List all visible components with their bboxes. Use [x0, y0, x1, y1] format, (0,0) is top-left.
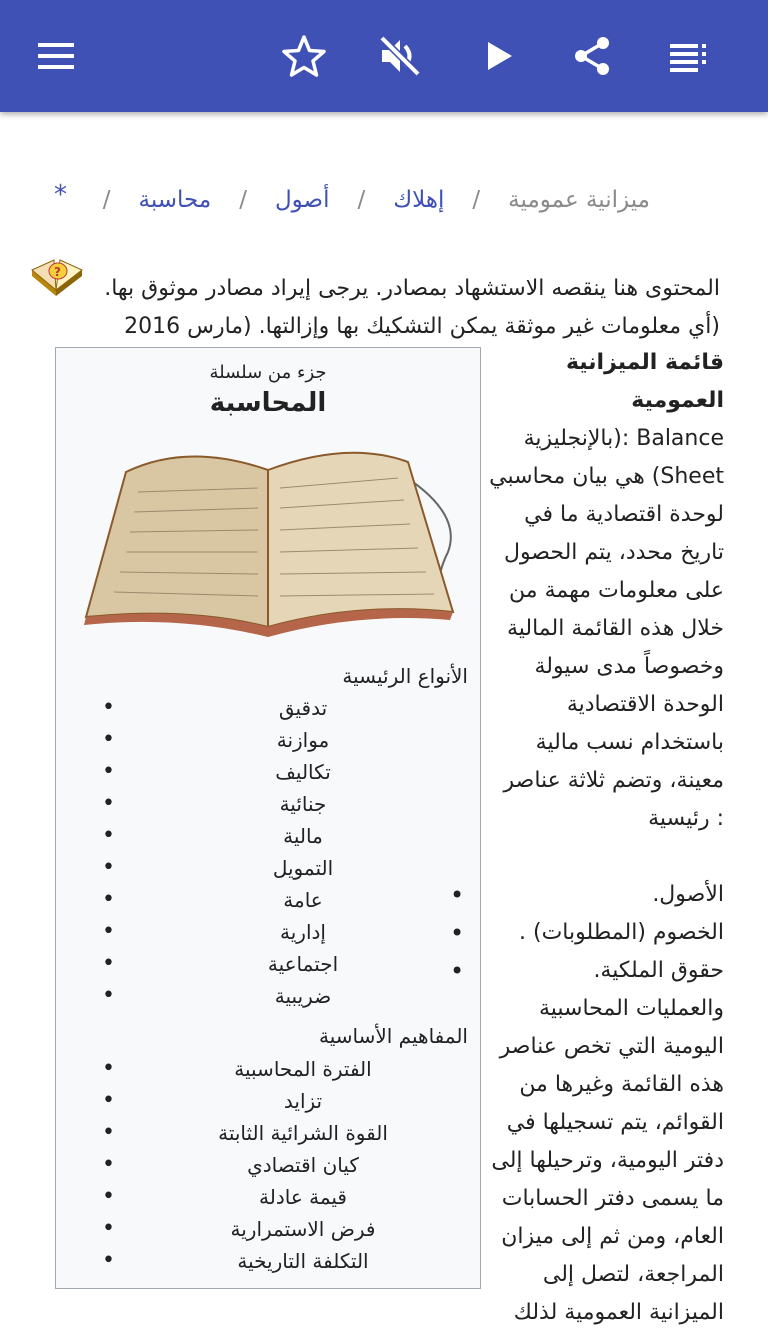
list-item[interactable]: • كيان اقتصادي [56, 1149, 480, 1181]
list-item[interactable]: • تكاليف [56, 756, 480, 788]
list-item[interactable]: • إدارية [56, 916, 480, 948]
list-item[interactable]: • مالية [56, 820, 480, 852]
volume-off-icon[interactable] [376, 32, 424, 80]
list-item[interactable]: • تدقيق [56, 692, 480, 724]
article-line: على معلومات مهمة من [509, 578, 724, 603]
list-item[interactable]: • التمويل [56, 852, 480, 884]
list-item: الأصول. • [484, 876, 724, 914]
article-line: والعمليات المحاسبية [538, 996, 724, 1021]
list-item[interactable]: • الفترة المحاسبية [56, 1053, 480, 1085]
list-item: الخصوم (المطلوبات) . • [484, 914, 724, 952]
article-line: العام، ومن ثم إلى ميزان [501, 1224, 724, 1249]
article-line: وخصوصاً مدى سيولة [534, 654, 724, 679]
article-line: Balance :(بالإنجليزية [523, 426, 724, 451]
star-icon[interactable] [280, 32, 328, 80]
article-line: باستخدام نسب مالية [535, 730, 724, 755]
menu-icon[interactable] [32, 32, 80, 80]
article-line: الميزانية العمومية لذلك [513, 1300, 724, 1325]
article-line: معينة، وتضم ثلاثة عناصر [503, 768, 724, 793]
breadcrumb-separator: / [472, 187, 481, 213]
svg-text:?: ? [54, 265, 61, 279]
breadcrumb-separator: / [102, 187, 111, 213]
breadcrumb-item-accounting[interactable]: محاسبة [138, 187, 212, 213]
article-line: المراجعة، لتصل إلى [542, 1262, 724, 1287]
list-item[interactable]: • القوة الشرائية الثابتة [56, 1117, 480, 1149]
list-item[interactable]: • موازنة [56, 724, 480, 756]
list-item[interactable]: • عامة [56, 884, 480, 916]
article-line: قائمة الميزانية العمومية [565, 350, 724, 413]
breadcrumb [75, 180, 650, 220]
list-item[interactable]: • فرض الاستمرارية [56, 1213, 480, 1245]
infobox [55, 347, 481, 1289]
infobox-section-concepts: المفاهيم الأساسية [318, 1024, 468, 1048]
breadcrumb-star[interactable]: * [54, 180, 67, 210]
article-line: : رئيسية [648, 806, 724, 831]
notice-line-2: (أي معلومات غير موثقة يمكن التشكيك بها وإزالتها. (مارس 2016 [124, 314, 720, 339]
article-line: تاريخ محدد، يتم الحصول [503, 540, 724, 565]
list-item[interactable]: • التكلفة التاريخية [56, 1245, 480, 1277]
list-item[interactable]: • جنائية [56, 788, 480, 820]
infobox-title[interactable]: المحاسبة [209, 388, 327, 418]
list-item[interactable]: • قيمة عادلة [56, 1181, 480, 1213]
infobox-types-list [56, 692, 480, 1012]
list-icon[interactable] [664, 32, 712, 80]
infobox-concepts-list [56, 1053, 480, 1277]
article-line: دفتر اليومية، وترحيلها إلى [491, 1148, 724, 1173]
notice-line-1: المحتوى هنا ينقصه الاستشهاد بمصادر. يرجى إيراد مصادر موثوق بها. [104, 276, 720, 301]
article-line: Sheet) هي بيان محاسبي [489, 464, 724, 489]
infobox-section-types: الأنواع الرئيسية [342, 664, 468, 688]
article-line: اليومية التي تخص عناصر [499, 1034, 724, 1059]
article-line: الوحدة الاقتصادية [566, 692, 724, 717]
list-item[interactable]: • ضريبية [56, 980, 480, 1012]
article-line: هذه القائمة وغيرها من [519, 1072, 724, 1097]
infobox-series-label: جزء من سلسلة [209, 362, 327, 383]
article-line: القوائم، يتم تسجيلها في [506, 1110, 724, 1135]
article-line: ما يسمى دفتر الحسابات [501, 1186, 724, 1211]
breadcrumb-separator: / [239, 187, 247, 213]
citation-notice [30, 270, 720, 346]
article-line: لوحدة اقتصادية ما في [524, 502, 724, 527]
article-bullets [484, 876, 724, 990]
share-icon[interactable] [568, 32, 616, 80]
play-icon[interactable] [474, 32, 522, 80]
ledger-image[interactable] [68, 432, 468, 642]
list-item: حقوق الملكية. • [484, 952, 724, 990]
breadcrumb-separator: / [357, 187, 366, 213]
breadcrumb-item-assets[interactable]: أصول [274, 187, 330, 213]
list-item[interactable]: • اجتماعية [56, 948, 480, 980]
article-body [484, 344, 724, 1332]
article-line: خلال هذه القائمة المالية [506, 616, 724, 641]
breadcrumb-item-balance-sheet: ميزانية عمومية [508, 187, 650, 213]
list-item[interactable]: • تزايد [56, 1085, 480, 1117]
app-bar [0, 0, 768, 112]
breadcrumb-item-depreciation[interactable]: إهلاك [393, 187, 445, 213]
